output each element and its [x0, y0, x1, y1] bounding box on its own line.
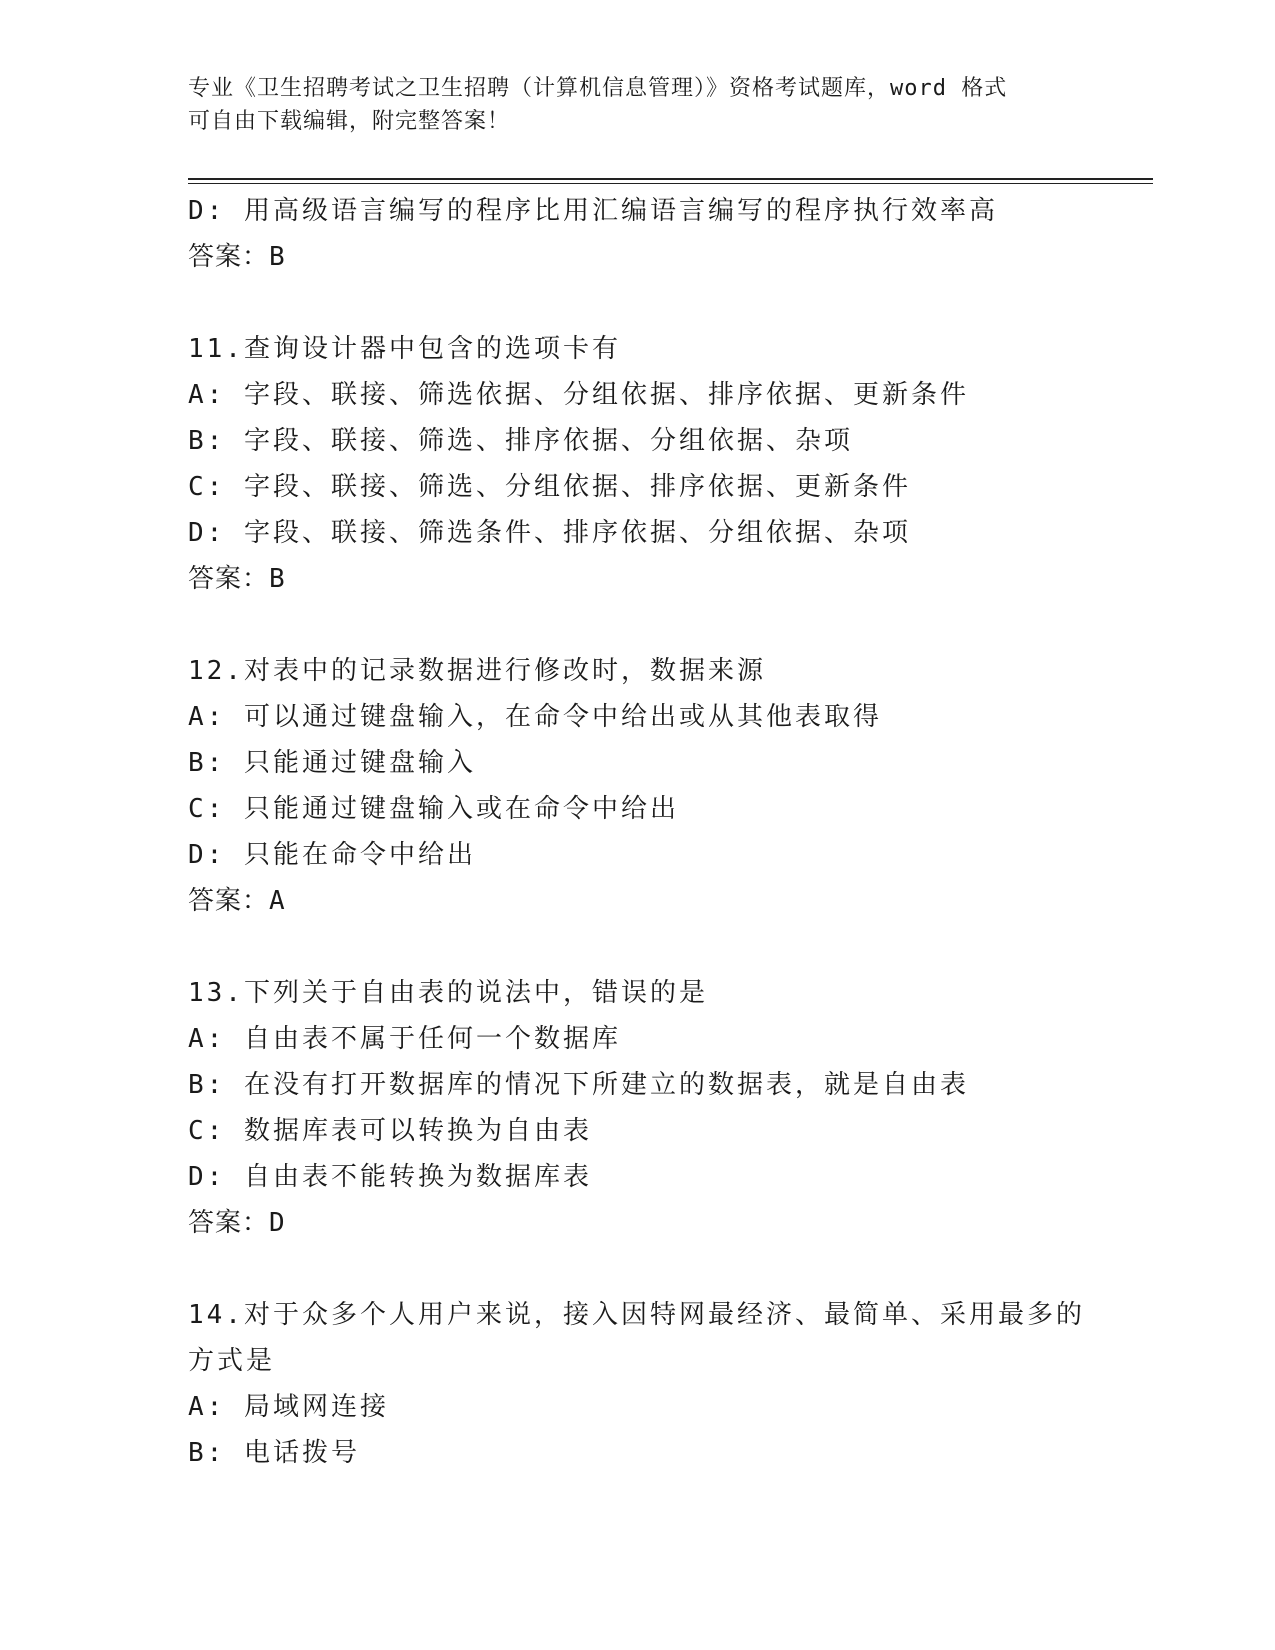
- question-stem: 12.对表中的记录数据进行修改时，数据来源: [188, 656, 766, 686]
- question-11: [188, 326, 1153, 602]
- option-c: C: 字段、联接、筛选、分组依据、排序依据、更新条件: [188, 472, 911, 502]
- header-divider-thin: [188, 183, 1153, 184]
- document-header: [188, 72, 1068, 138]
- option-d-prev: D: 用高级语言编写的程序比用汇编语言编写的程序执行效率高: [188, 196, 998, 226]
- answer-prev: 答案：B: [188, 242, 286, 272]
- header-line-2: 可自由下载编辑，附完整答案！: [188, 109, 511, 134]
- question-stem-continued: 方式是: [188, 1346, 276, 1376]
- header-divider-thick: [188, 178, 1153, 180]
- option-d: D: 字段、联接、筛选条件、排序依据、分组依据、杂项: [188, 518, 911, 548]
- question-content: [188, 188, 1153, 1476]
- question-12: [188, 648, 1153, 924]
- option-b: B: 字段、联接、筛选、排序依据、分组依据、杂项: [188, 426, 853, 456]
- answer: 答案：D: [188, 1208, 286, 1238]
- option-b: B: 电话拨号: [188, 1438, 360, 1468]
- option-a: A: 可以通过键盘输入，在命令中给出或从其他表取得: [188, 702, 882, 732]
- option-b: B: 在没有打开数据库的情况下所建立的数据表，就是自由表: [188, 1070, 969, 1100]
- option-a: A: 局域网连接: [188, 1392, 389, 1422]
- question-stem: 13.下列关于自由表的说法中，错误的是: [188, 978, 708, 1008]
- header-line-1: 专业《卫生招聘考试之卫生招聘（计算机信息管理）》资格考试题库，word 格式: [188, 76, 1008, 101]
- answer: 答案：B: [188, 564, 286, 594]
- question-14: [188, 1292, 1153, 1476]
- option-d: D: 只能在命令中给出: [188, 840, 476, 870]
- option-d: D: 自由表不能转换为数据库表: [188, 1162, 592, 1192]
- option-b: B: 只能通过键盘输入: [188, 748, 476, 778]
- answer: 答案：A: [188, 886, 286, 916]
- option-a: A: 字段、联接、筛选依据、分组依据、排序依据、更新条件: [188, 380, 969, 410]
- question-stem: 11.查询设计器中包含的选项卡有: [188, 334, 621, 364]
- question-stem: 14.对于众多个人用户来说，接入因特网最经济、最简单、采用最多的: [188, 1300, 1085, 1330]
- option-a: A: 自由表不属于任何一个数据库: [188, 1024, 621, 1054]
- option-c: C: 数据库表可以转换为自由表: [188, 1116, 592, 1146]
- option-c: C: 只能通过键盘输入或在命令中给出: [188, 794, 679, 824]
- question-13: [188, 970, 1153, 1246]
